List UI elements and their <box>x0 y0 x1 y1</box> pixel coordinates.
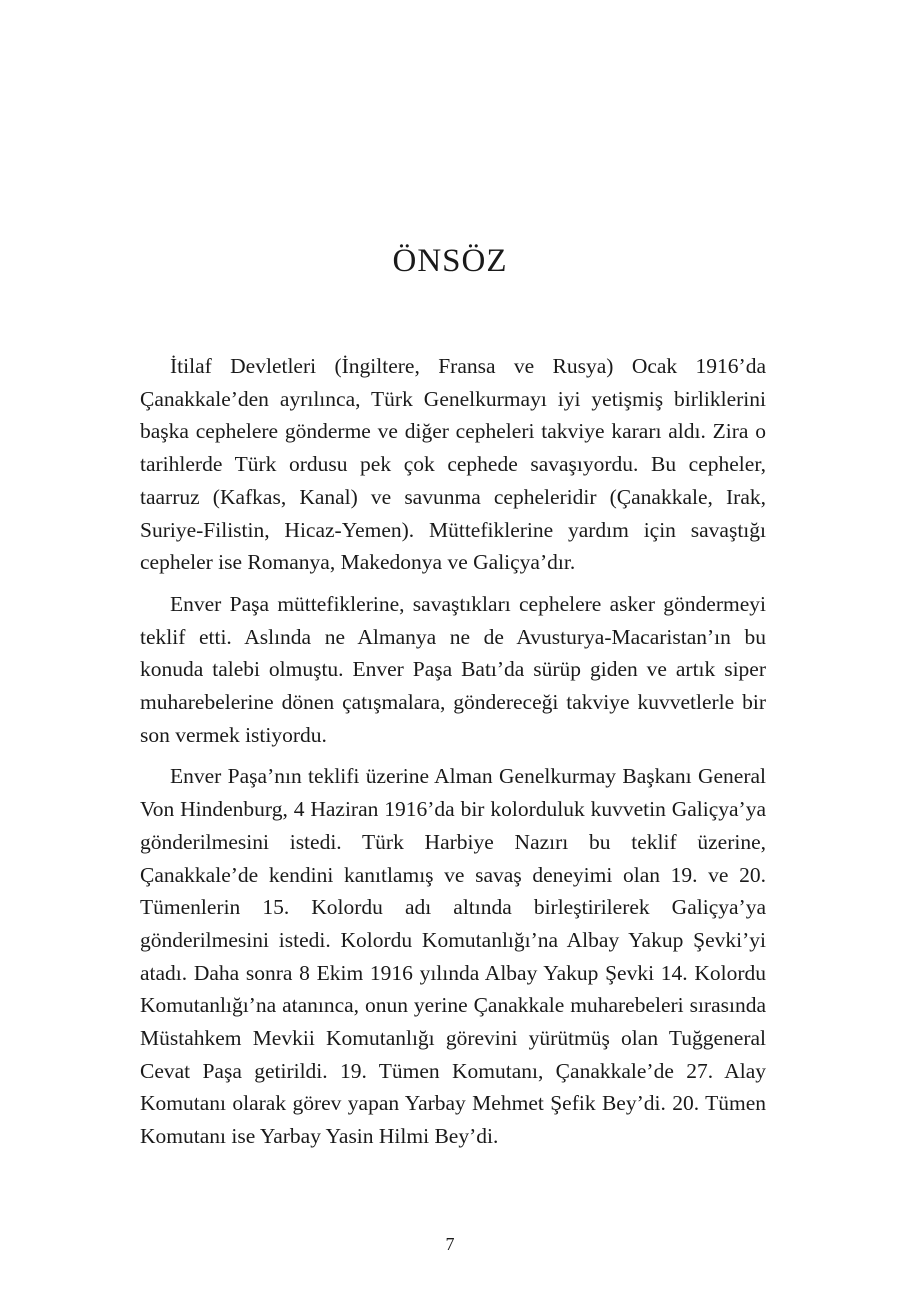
page-number: 7 <box>445 1234 455 1254</box>
body-text <box>140 350 766 1162</box>
paragraph-1: İtilaf Devletleri (İngiltere, Fransa ve Rusya) Ocak 1916’da Çanakkale’den ayrılınca, Türk Genelkurmayı iyi yetişmiş birliklerini başka cephelere gönderme ve diğer cepheleri takviye kararı aldı. Zira o tarihlerde Türk ordusu pek çok cephede savaşıyordu. Bu cepheler, taarruz (Kafkas, Kanal) ve savunma cepheleridir (Çanakkale, Irak, Suriye-Filistin, Hicaz-Yemen). Müttefiklerine yardım için savaştığı cepheler ise Romanya, Makedonya ve Galiçya’dır. <box>140 354 766 575</box>
paragraph-2: Enver Paşa müttefiklerine, savaştıkları cephelere asker göndermeyi teklif etti. Aslında ne Almanya ne de Avusturya-Macaristan’ın bu konuda talebi olmuştu. Enver Paşa Batı’da sürüp giden ve artık siper muharebelerine dönen çatışmalara, göndereceği takviye kuvvetlerle bir son vermek istiyordu. <box>140 591 766 747</box>
paragraph-3: Enver Paşa’nın teklifi üzerine Alman Genelkurmay Başkanı General Von Hindenburg, 4 Haziran 1916’da bir kolorduluk kuvvetin Galiçya’ya gönderilmesini istedi. Türk Harbiye Nazırı bu teklif üzerine, Çanakkale’de kendini kanıtlamış ve savaş deneyimi olan 19. ve 20. Tümenlerin 15. Kolordu adı altında birleştirilerek Galiçya’ya gönderilmesini istedi. Kolordu Komutanlığı’na Albay Yakup Şevki’yi atadı. Daha sonra 8 Ekim 1916 yılında Albay Yakup Şevki 14. Kolordu Komutanlığı’na atanınca, onun yerine Çanakkale muharebeleri sırasında Müstahkem Mevkii Komutanlığı görevini yürütmüş olan Tuğgeneral Cevat Paşa getirildi. 19. Tümen Komutanı, Çanakkale’de 27. Alay Komutanı olarak görev yapan Yarbay Mehmet Şefik Bey’di. 20. Tümen Komutanı ise Yarbay Yasin Hilmi Bey’di. <box>140 764 766 1149</box>
page-title: ÖNSÖZ <box>392 243 508 279</box>
